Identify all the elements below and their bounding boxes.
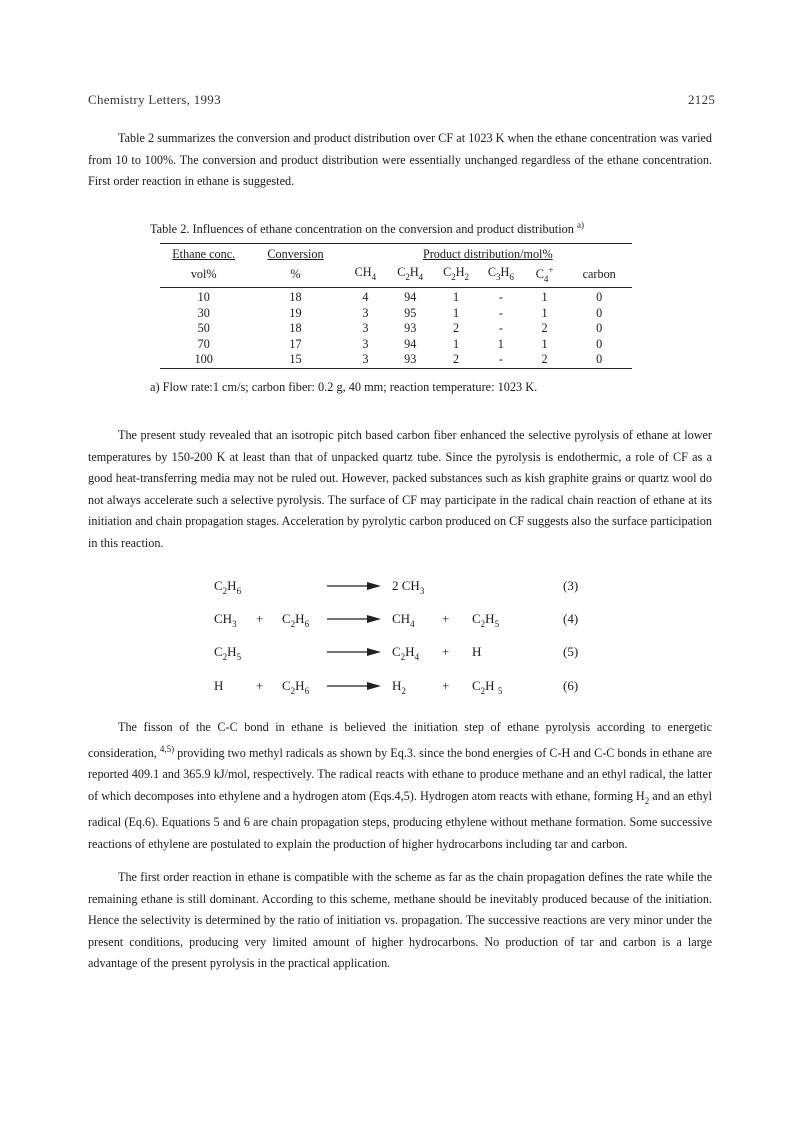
cell-c4plus: 2 (541, 321, 548, 336)
eq6-plus: + (256, 678, 264, 693)
eq6-arrow-icon (327, 680, 381, 692)
mechanism-reference: 4,5) (159, 743, 175, 754)
page-number: 2125 (688, 92, 716, 107)
mechanism-h2-subscript: 2 (644, 795, 650, 806)
col-carbon: carbon (582, 267, 616, 282)
cell-c4plus: 1 (541, 290, 548, 305)
eq3-arrow-icon (327, 580, 381, 592)
cell-ch4: 3 (362, 305, 369, 320)
cell-c2h2: 2 (453, 321, 460, 336)
eq4-arrow-icon (327, 613, 381, 625)
col-conversion-header: Conversion (267, 247, 324, 261)
eq4-product-2: $C_2H_5$ (472, 611, 500, 629)
cell-conc: 30 (197, 305, 210, 320)
col-ethane-unit: vol% (190, 267, 217, 282)
cell-carbon: 0 (596, 290, 603, 305)
cell-c4plus: 1 (541, 305, 548, 320)
discussion-paragraph (88, 425, 712, 554)
final-text: The first order reaction in ethane is compatible with the scheme as far as the chain propagation defines the rate while the remaining ethane is still dominant. According to this scheme, methane should be inevitably produced because of the initiation. Hence the selectivity is determined by the ratio of initiation vs. propagation. The successive reactions are very minor under the present conditions, producing very limited amount of higher hydrocarbons. No production of tar and carbon is a large advantage of the present pyrolysis in the practical application. (88, 870, 712, 970)
cell-c2h4: 94 (404, 336, 417, 351)
eq4-plus: + (256, 611, 264, 626)
eq3-product: 2 $CH_3$ (392, 578, 425, 596)
eq6-number: (6) (563, 678, 579, 693)
data-table (160, 243, 632, 369)
mechanism-text-part2: providing two methyl radicals as shown by Eq.3. since the bond energies of C-H and C-C bonds in ethane are reported 409.1 and 365.9 kJ/mol, respectively. The radical reacts with ethane to produce methane and an ethyl radical, the latter of which decomposes into ethylene and a hydrogen atom (Eqs.4,5). Hydrogen atom reacts with ethane, forming H (88, 745, 712, 803)
cell-carbon: 0 (596, 321, 603, 336)
mechanism-text-part3: and an ethyl radical (Eq.6). Equations 5 and 6 are chain propagation steps, producing ethylene without methane formation. Some successive reactions of ethylene are postulated to explain the production of higher hydrocarbons including tar and carbon. (88, 788, 712, 851)
eq6-reactant-1: H (214, 678, 224, 693)
table-row (160, 321, 632, 337)
cell-conc: 100 (194, 352, 213, 367)
table-header-row-2 (160, 263, 632, 288)
cell-conc: 50 (197, 321, 210, 336)
cell-c3h6: 1 (497, 336, 504, 351)
eq5-product-2: H (472, 644, 482, 659)
cell-carbon: 0 (596, 305, 603, 320)
eq5-plus: + (442, 644, 450, 659)
cell-conv: 18 (289, 321, 302, 336)
cell-c2h2: 1 (453, 290, 460, 305)
cell-c3h6: - (498, 305, 503, 320)
eq5-arrow-icon (327, 646, 381, 658)
discussion-text: The present study revealed that an isotropic pitch based carbon fiber enhanced the selective pyrolysis of ethane at lower temperatures by 150-200 K at least than that of unpacked quartz tube. Since the pyrolysis is endothermic, a role of CF as a good heat-transferring media may not be ruled out. However, packed substances such as kish graphite grains or quartz wool do not always accelerate such a selective pyrolysis. The surface of CF may participate in the radical chain reaction of ethane at its initiation and chain propagation stages. Acceleration by pyrolytic carbon produced on CF suggests also the surface participation in this reaction. (88, 428, 712, 550)
cell-conc: 70 (197, 336, 210, 351)
eq4-reactant-2: $C_2H_6$ (282, 611, 310, 629)
cell-ch4: 4 (362, 290, 369, 305)
col-ch4: $CH_4$ (354, 264, 377, 282)
table-caption-text: Table 2. Influences of ethane concentration on the conversion and product distribution (150, 222, 574, 237)
table-caption (150, 220, 670, 237)
col-c4plus: $C_4^+$ (535, 264, 554, 284)
cell-c2h4: 94 (404, 290, 417, 305)
cell-c3h6: - (498, 290, 503, 305)
col-conversion-unit: % (290, 267, 301, 282)
cell-conv: 19 (289, 305, 302, 320)
journal-header: Chemistry Letters, 1993 (88, 92, 221, 107)
table-caption-note-mark: a) (577, 220, 585, 230)
cell-c2h2: 1 (453, 336, 460, 351)
cell-conv: 15 (289, 352, 302, 367)
cell-conv: 17 (289, 336, 302, 351)
cell-c2h4: 95 (404, 305, 417, 320)
eq6-reactant-2: $C_2H_6$ (282, 678, 310, 696)
eq3-reactant: $C_2H_6$ (214, 578, 242, 596)
mechanism-text (88, 717, 712, 855)
cell-c4plus: 1 (541, 336, 548, 351)
eq6-plus-2: + (442, 678, 450, 693)
col-c2h4: $C_2H_4$ (397, 264, 424, 282)
col-c3h6: $C_3H_6$ (487, 264, 514, 282)
cell-c2h4: 93 (404, 352, 417, 367)
cell-c3h6: - (498, 321, 503, 336)
cell-ch4: 3 (362, 321, 369, 336)
eq6-product-1: $H_2$ (392, 678, 406, 696)
eq4-reactant-1: $CH_3$ (214, 611, 237, 629)
eq6-product-2: $C_2H$ $_5$ (472, 678, 503, 696)
final-paragraph (88, 867, 712, 975)
cell-c2h2: 1 (453, 305, 460, 320)
intro-text: Table 2 summarizes the conversion and product distribution over CF at 1023 K when the ethane concentration was varied from 10 to 100%. The conversion and product distribution were essentially unchanged regardless of the ethane concentration. First order reaction in ethane is suggested. (88, 131, 712, 188)
cell-conv: 18 (289, 290, 302, 305)
cell-c3h6: - (498, 352, 503, 367)
cell-conc: 10 (197, 290, 210, 305)
cell-c2h2: 2 (453, 352, 460, 367)
mechanism-paragraph (88, 717, 712, 855)
eq4-number: (4) (563, 611, 579, 626)
cell-ch4: 3 (362, 352, 369, 367)
table-row (160, 306, 632, 322)
table-row (160, 288, 632, 306)
mechanism-text-part1: The fisson of the C-C bond in ethane is believed the initiation step of ethane pyrolysis according to energetic consideration, (88, 720, 712, 760)
cell-carbon: 0 (596, 336, 603, 351)
eq5-number: (5) (563, 644, 579, 659)
product-distribution-title: Product distribution/mol% (422, 247, 553, 261)
col-ethane-conc-header: Ethane conc. (172, 247, 236, 261)
eq4-plus-2: + (442, 611, 450, 626)
eq3-number: (3) (563, 578, 579, 593)
cell-c4plus: 2 (541, 352, 548, 367)
eq5-product-1: $C_2H_4$ (392, 644, 420, 662)
eq4-product-1: $CH_4$ (392, 611, 415, 629)
product-distribution-header (344, 244, 632, 263)
cell-ch4: 3 (362, 336, 369, 351)
col-c2h2: $C_2H_2$ (443, 264, 470, 282)
cell-c2h4: 93 (404, 321, 417, 336)
table-footnote: a) Flow rate:1 cm/s; carbon fiber: 0.2 g, 40 mm; reaction temperature: 1023 K. (150, 380, 538, 394)
table-header-row-1 (160, 244, 632, 263)
eq5-reactant: $C_2H_5$ (214, 644, 242, 662)
cell-carbon: 0 (596, 352, 603, 367)
intro-paragraph (88, 128, 712, 193)
table-row (160, 337, 632, 353)
table-row (160, 352, 632, 368)
